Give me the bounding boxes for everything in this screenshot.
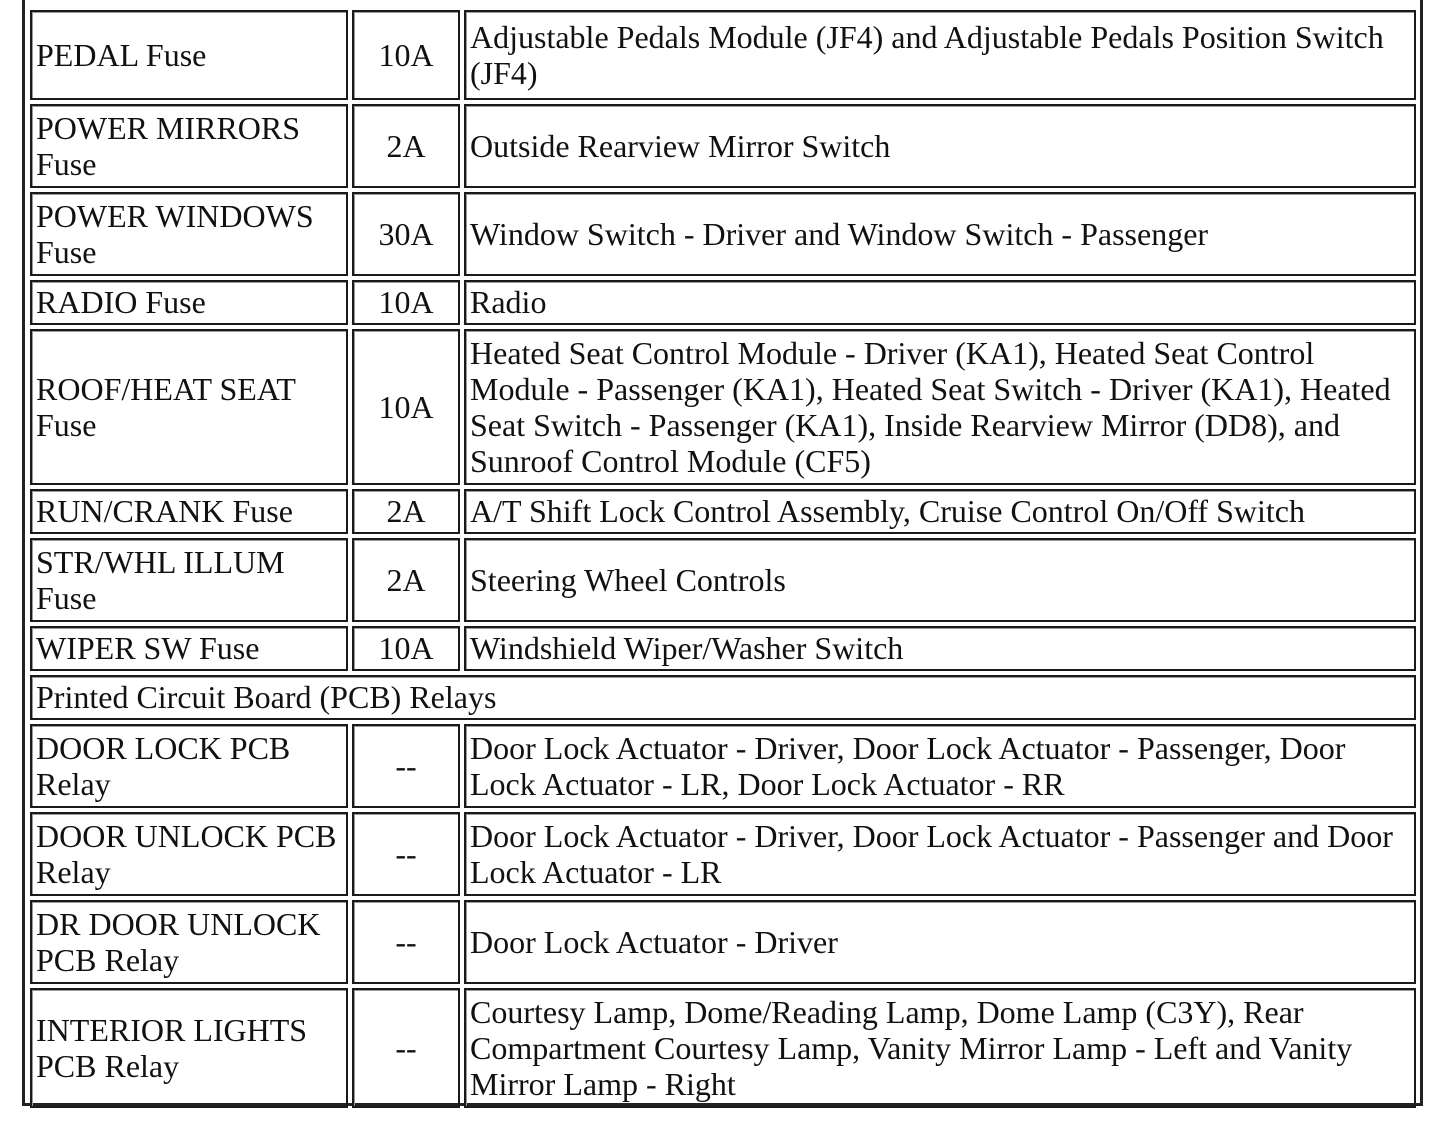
relay-rating: --	[352, 900, 460, 984]
fuse-description: Steering Wheel Controls	[464, 538, 1416, 622]
table-row	[30, 192, 1416, 276]
fuse-name: RUN/CRANK Fuse	[30, 489, 348, 534]
relay-name: DOOR LOCK PCB Relay	[30, 724, 348, 808]
table-row	[30, 10, 1416, 100]
fuse-name: POWER MIRRORS Fuse	[30, 104, 348, 188]
fuse-description: A/T Shift Lock Control Assembly, Cruise Control On/Off Switch	[464, 489, 1416, 534]
fuse-description: Windshield Wiper/Washer Switch	[464, 626, 1416, 671]
relay-description: Door Lock Actuator - Driver, Door Lock Actuator - Passenger and Door Lock Actuator - LR	[464, 812, 1416, 896]
fuse-name: WIPER SW Fuse	[30, 626, 348, 671]
fuse-name: PEDAL Fuse	[30, 10, 348, 100]
section-row	[30, 675, 1416, 720]
fuse-rating: 10A	[352, 280, 460, 325]
table-row	[30, 329, 1416, 485]
fuse-rating: 2A	[352, 538, 460, 622]
table-row	[30, 538, 1416, 622]
table-row	[30, 280, 1416, 325]
fuse-name: ROOF/HEAT SEAT Fuse	[30, 329, 348, 485]
relay-description: Courtesy Lamp, Dome/Reading Lamp, Dome Lamp (C3Y), Rear Compartment Courtesy Lamp, Vanity Mirror Lamp - Left and Vanity Mirror Lamp - Right	[464, 988, 1416, 1108]
table-row	[30, 988, 1416, 1108]
fuse-name: RADIO Fuse	[30, 280, 348, 325]
section-heading: Printed Circuit Board (PCB) Relays	[30, 675, 1416, 720]
fuse-rating: 2A	[352, 104, 460, 188]
table-row	[30, 489, 1416, 534]
fuse-rating: 10A	[352, 329, 460, 485]
fuse-relay-table	[26, 6, 1420, 1112]
table-row	[30, 812, 1416, 896]
fuse-rating: 2A	[352, 489, 460, 534]
fuse-description: Outside Rearview Mirror Switch	[464, 104, 1416, 188]
fuse-name: STR/WHL ILLUM Fuse	[30, 538, 348, 622]
relay-name: DR DOOR UNLOCK PCB Relay	[30, 900, 348, 984]
fuse-description: Radio	[464, 280, 1416, 325]
fuse-description: Heated Seat Control Module - Driver (KA1), Heated Seat Control Module - Passenger (KA1), Heated Seat Switch - Driver (KA1), Heated Seat Switch - Passenger (KA1), Inside Rearview Mirror (DD8), and Sunroof Control Module (CF5)	[464, 329, 1416, 485]
fuse-rating: 10A	[352, 10, 460, 100]
relay-rating: --	[352, 812, 460, 896]
table-row	[30, 724, 1416, 808]
fuse-description: Adjustable Pedals Module (JF4) and Adjustable Pedals Position Switch (JF4)	[464, 10, 1416, 100]
fuse-rating: 10A	[352, 626, 460, 671]
fuse-description: Window Switch - Driver and Window Switch - Passenger	[464, 192, 1416, 276]
relay-rating: --	[352, 724, 460, 808]
relay-rating: --	[352, 988, 460, 1108]
relay-description: Door Lock Actuator - Driver	[464, 900, 1416, 984]
table-row	[30, 104, 1416, 188]
fuse-name: POWER WINDOWS Fuse	[30, 192, 348, 276]
fuse-rating: 30A	[352, 192, 460, 276]
relay-description: Door Lock Actuator - Driver, Door Lock Actuator - Passenger, Door Lock Actuator - LR, Door Lock Actuator - RR	[464, 724, 1416, 808]
table-row	[30, 900, 1416, 984]
table-row	[30, 626, 1416, 671]
relay-name: INTERIOR LIGHTS PCB Relay	[30, 988, 348, 1108]
relay-name: DOOR UNLOCK PCB Relay	[30, 812, 348, 896]
